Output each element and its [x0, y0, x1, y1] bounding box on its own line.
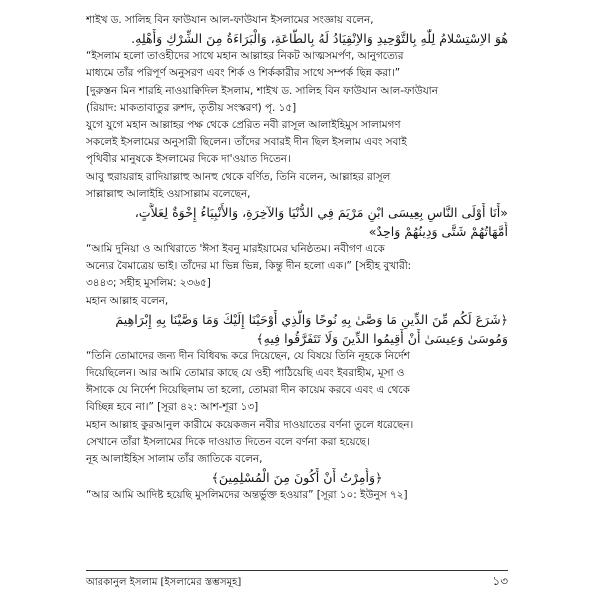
bengali-text-line: “তিনি তোমাদের জন্য দীন বিধিবদ্ধ করে দিয়েছেন, যে বিষয়ে তিনি নূহকে নির্দেশ — [86, 349, 410, 362]
bengali-text-line: মহান আল্লাহ বলেন, — [86, 294, 169, 307]
arabic-text-line: ﴿شَرَعَ لَكُم مِّنَ الدِّينِ مَا وَصَّىٰ بِهِ نُوحًا وَالَّذِي أَوْحَيْنَا إِلَيْكَ وَمَا وَصَّيْنَا بِهِ إِبْرَاهِيمَ — [115, 311, 508, 327]
bengali-text-line: “ইসলাম হলো তাওহীদের সাথে মহান আল্লাহর নিকট আত্মসমর্পণ, আনুগত্যের — [86, 50, 404, 63]
bengali-text-line: “আর আমি আদিষ্ট হয়েছি মুসলিমদের অন্তর্ভুক্ত হওয়ার” [সূরা ১০: ইউনুস ৭২] — [86, 489, 408, 502]
bengali-text-line: মাধ্যমে তাঁর পরিপূর্ণ অনুসরণ এবং শির্ক ও শির্ককারীর সাথে সম্পর্ক ছিন্ন করা।” — [86, 67, 401, 80]
arabic-verse-line: ﴿وَأُمِرْتُ أَنْ أَكُونَ مِنَ الْمُسْلِمِينَ﴾ — [211, 470, 383, 486]
page-footer — [86, 573, 508, 593]
bengali-text-line: যুগে যুগে মহান আল্লাহর পক্ষ থেকে প্রেরিত নবী রাসূল আলাইহিমুস সালামগণ — [86, 119, 401, 132]
page-number: ১৩ — [492, 574, 508, 588]
running-title: আরকানুল ইসলাম [ইসলামের স্তম্ভসমূহ] — [86, 576, 242, 588]
arabic-text-line: أُمَّهَاتُهُمْ شَتَّى وَدِينُهُمْ وَاحِدٌ» — [368, 224, 508, 240]
bengali-text-line: আবু হুরায়রাহ রাদিয়াল্লাহু আনহু থেকে বর্ণিত, তিনি বলেন, আল্লাহর রাসূল — [86, 170, 391, 183]
bengali-text-line: শাইখ ড. সালিহ বিন ফাউযান আল-ফাউযান ইসলামের সংজ্ঞায় বলেন, — [86, 14, 374, 26]
bengali-text-line: সেখানে তাঁরা ইসলামের দিকে দাওয়াত দিতেন বলে বর্ণনা করা হয়েছে। — [86, 435, 370, 448]
arabic-text-line: هُوَ الاِسْتِسْلامُ لِلّٰهِ بِالتَّوْحِيدِ وَالاِنْقِيَادُ لَهُ بِالطَّاعَةِ، وَالْبَرَاءَةُ مِنَ الشِّرْكِ وَأَهْلِهِ. — [131, 31, 508, 47]
bengali-text-line: সকলেই ইসলামের অনুসারী ছিলেন। তাঁদের সবারই দীন ছিল ইসলাম এবং সবাই — [86, 136, 407, 149]
bengali-text-line: অন্যের বৈমাত্রেয় ভাই। তাঁদের মা ভিন্ন ভিন্ন, কিন্তু দীন হলো এক।” [সহীহ বুখারী: — [86, 260, 412, 273]
bengali-text-line: ৩৪৪৩; সহীহ মুসলিম: ২৩৬৫] — [86, 277, 211, 290]
bengali-text-line: [দুরুস্তন মিন শারহি নাওয়াক্বিদিল ইসলাম, শাইখ ড. সালিহ বিন ফাউযান আল-ফাউযান — [86, 84, 438, 97]
bengali-text-line: মহান আল্লাহ কুরআনুল কারীমে কয়েকজন নবীর দাওয়াতের বর্ণনা তুলে ধরেছেন। — [86, 418, 414, 431]
bengali-text-line: (রিয়াদ: মাকতাবাতুর রুশদ, তৃতীয় সংস্করণ) পৃ. ১৫] — [86, 101, 297, 114]
arabic-text-line: «أَنَا أَوْلَى النَّاسِ بِعِيسَى ابْنِ مَرْيَمَ فِي الدُّنْيَا وَالآخِرَةِ، وَالأَنْبِيَاءُ إِخْوَةٌ لِعَلاَّتٍ، — [134, 205, 508, 221]
bengali-text-line: বিচ্ছিন্ন হবে না।” [সূরা ৪২: আশ-শূরা ১৩] — [86, 401, 259, 414]
arabic-text-line: وَمُوسَىٰ وَعِيسَىٰ أَنْ أَقِيمُوا الدِّينَ وَلَا تَتَفَرَّقُوا فِيهِ﴾ — [256, 330, 508, 346]
bengali-text-line: সাল্লাল্লাহু আলাইহি ওয়াসাল্লাম বলেছেন, — [86, 187, 251, 200]
bengali-text-line: দিয়েছিলেন। আর আমি তোমার কাছে যে ওহী পাঠিয়েছি এবং ইবরাহীম, মূসা ও — [86, 367, 405, 380]
bengali-text-line: ঈসাকে যে নির্দেশ দিয়েছিলাম তা হলো, তোমরা দীন কায়েম করবে এবং এ থেকে — [86, 384, 410, 397]
bengali-text-line: নূহ আলাইহিস সালাম তাঁর জাতিকে বলেন, — [86, 453, 263, 466]
page-body — [86, 12, 508, 504]
bengali-text-line: “আমি দুনিয়া ও আখিরাতে 'ঈসা ইবনু মারইয়ামের ঘনিষ্ঠতম। নবীগণ একে — [86, 243, 385, 256]
footer-divider — [86, 570, 508, 571]
bengali-text-line: পৃথিবীর মানুষকে ইসলামের দিকে দা'ওয়াত দিতেন। — [86, 153, 291, 166]
